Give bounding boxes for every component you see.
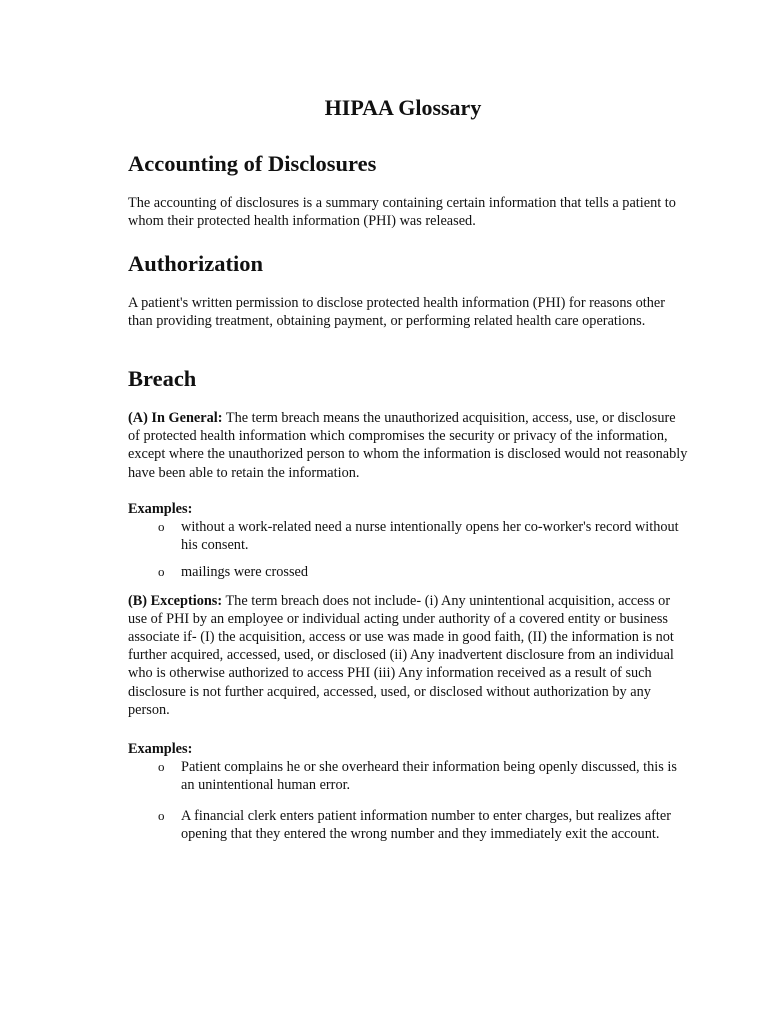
list-item-text: A financial clerk enters patient information number to enter charges, but realizes after opening that they entered the wrong number and they immediately exit the account. xyxy=(181,807,671,842)
breach-exceptions-label: (B) Exceptions: xyxy=(128,592,223,609)
bullet-circle-icon: o xyxy=(158,564,165,580)
bullet-circle-icon: o xyxy=(158,807,165,823)
list-item xyxy=(128,518,688,554)
list-item xyxy=(128,758,688,794)
heading-authorization: Authorization xyxy=(128,251,263,276)
breach-exceptions xyxy=(128,592,688,719)
heading-breach: Breach xyxy=(128,366,197,391)
section-breach xyxy=(128,365,688,843)
breach-exceptions-text: The term breach does not include- (i) Any unintentional acquisition, access or use of PHI by an employee or individual acting under authority of a covered entity or business associate if- (I) the acquisition, access or use was made in good faith, (II) the information is not further acquired, accessed, used, or disclosed (ii) Any inadvertent disclosure from an individual who is otherwise authorized to access PHI (iii) Any information received as a result of such disclosure is not further acquired, accessed, used, or disclosed without authorization by any person. xyxy=(128,592,674,718)
examples-label-2: Examples: xyxy=(128,741,193,758)
authorization-definition: A patient's written permission to disclose protected health information (PHI) for reasons other than providing treatment, obtaining payment, or performing related health care operations. xyxy=(128,295,665,330)
breach-in-general xyxy=(128,409,688,482)
page-title: HIPAA Glossary xyxy=(324,95,482,120)
heading-accounting-of-disclosures: Accounting of Disclosures xyxy=(128,151,377,176)
list-item-text: Patient complains he or she overheard their information being openly discussed, this is an unintentional human error. xyxy=(181,759,677,794)
examples-list-1 xyxy=(128,518,688,582)
section-authorization xyxy=(128,250,688,330)
examples-label-1: Examples: xyxy=(128,500,193,517)
breach-in-general-label: (A) In General: xyxy=(128,410,223,426)
bullet-circle-icon: o xyxy=(158,519,165,535)
list-item-text: without a work-related need a nurse intentionally opens her co-worker's record without his consent. xyxy=(181,519,679,554)
breach-in-general-text: The term breach means the unauthorized acquisition, access, use, or disclosure of protected health information which compromises the security or privacy of the information, except where the unauthorized person to whom the information is disclosed would not reasonably have been able to retain the information. xyxy=(128,410,688,481)
section-accounting-of-disclosures xyxy=(128,150,688,230)
list-item-text: mailings were crossed xyxy=(181,564,309,581)
examples-list-2 xyxy=(128,758,688,843)
bullet-circle-icon: o xyxy=(158,759,165,775)
list-item xyxy=(128,807,688,843)
list-item xyxy=(128,563,688,581)
accounting-definition: The accounting of disclosures is a summary containing certain information that tells a patient to whom their protected health information (PHI) was released. xyxy=(128,195,676,230)
